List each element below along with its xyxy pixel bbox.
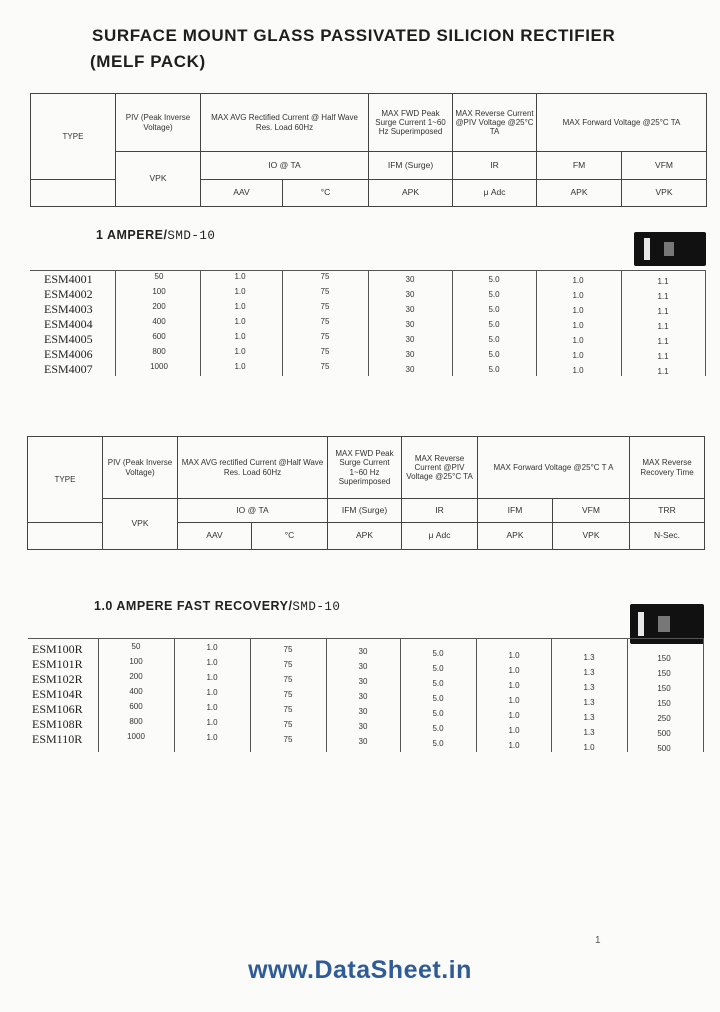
type-header-2: TYPE <box>28 437 103 523</box>
melf-package-image <box>634 232 706 266</box>
reverse-current-header: MAX Reverse Current @PIV Voltage @25°C TA <box>453 94 537 152</box>
vf-value: 1.0 <box>508 681 520 690</box>
vfm-value: 1.3 <box>583 698 595 707</box>
part-number: ESM4007 <box>44 362 93 376</box>
part-number: ESM4005 <box>44 332 93 346</box>
nsec-unit: N-Sec. <box>630 523 705 550</box>
io-value: 1.0 <box>206 733 218 742</box>
ifm-value: 30 <box>405 290 415 299</box>
part-number: ESM110R <box>32 732 83 746</box>
piv-value: 600 <box>152 332 166 341</box>
ir-symbol: IR <box>453 152 537 180</box>
ifm-value: 30 <box>358 692 368 701</box>
vfm-value: 1.1 <box>657 337 669 346</box>
piv-value: 400 <box>152 317 166 326</box>
ir-value: 5.0 <box>432 739 444 748</box>
trr-value: 150 <box>657 684 671 693</box>
vf-value: 1.0 <box>572 351 584 360</box>
vfm-value: 1.1 <box>657 322 669 331</box>
apk-unit-3: APK <box>328 523 402 550</box>
table-row <box>44 362 706 377</box>
vf-value: 1.0 <box>508 696 520 705</box>
ta-value: 75 <box>283 705 293 714</box>
vf-value: 1.0 <box>572 321 584 330</box>
io-value: 1.0 <box>234 317 246 326</box>
io-value: 1.0 <box>234 302 246 311</box>
piv-value: 50 <box>154 272 164 281</box>
ta-value: 75 <box>320 347 330 356</box>
ifm-value: 30 <box>358 707 368 716</box>
apk-unit-4: APK <box>478 523 553 550</box>
degc-unit-2: °C <box>252 523 328 550</box>
aav-unit-2: AAV <box>178 523 252 550</box>
piv-value: 1000 <box>150 362 168 371</box>
piv-value: 100 <box>129 657 143 666</box>
ta-value: 75 <box>320 332 330 341</box>
recovery-time-header: MAX Reverse Recovery Time <box>630 437 705 499</box>
section-2-package: SMD-10 <box>292 600 341 614</box>
table-row <box>32 732 704 753</box>
io-value: 1.0 <box>234 362 246 371</box>
part-number: ESM4001 <box>44 272 93 286</box>
vf-value: 1.0 <box>508 711 520 720</box>
vfm-value: 1.1 <box>657 367 669 376</box>
vfm-symbol-2: VFM <box>553 499 630 523</box>
piv-value: 400 <box>129 687 143 696</box>
part-number: ESM4004 <box>44 317 93 331</box>
ir-value: 5.0 <box>432 709 444 718</box>
forward-voltage-header-2: MAX Forward Voltage @25°C T A <box>478 437 630 499</box>
vfm-value: 1.1 <box>657 352 669 361</box>
part-number: ESM4006 <box>44 347 93 361</box>
vf-value: 1.0 <box>572 291 584 300</box>
vf-value: 1.0 <box>508 651 520 660</box>
ir-value: 5.0 <box>432 664 444 673</box>
section-1-label: 1 AMPERE/ <box>96 228 168 242</box>
ifm-value: 30 <box>405 365 415 374</box>
piv-value: 800 <box>152 347 166 356</box>
vfm-value: 1.1 <box>657 292 669 301</box>
io-value: 1.0 <box>206 688 218 697</box>
type-header: TYPE <box>31 94 116 180</box>
ifm-value: 30 <box>405 350 415 359</box>
page-subtitle: (MELF PACK) <box>90 52 206 71</box>
io-value: 1.0 <box>206 673 218 682</box>
vpk-unit-4: VPK <box>553 523 630 550</box>
ta-value: 75 <box>283 645 293 654</box>
piv-value: 100 <box>152 287 166 296</box>
page-number: 1 <box>595 935 601 946</box>
ir-value: 5.0 <box>432 694 444 703</box>
vpk-symbol: VPK <box>116 152 201 207</box>
uadc-unit-2: μ Adc <box>402 523 478 550</box>
piv-value: 50 <box>131 642 141 651</box>
page-title: SURFACE MOUNT GLASS PASSIVATED SILICION RECTIFIER <box>92 26 616 45</box>
ta-value: 75 <box>283 660 293 669</box>
table-row <box>44 302 706 317</box>
io-symbol: IO @ TA <box>201 152 369 180</box>
piv-value: 200 <box>129 672 143 681</box>
part-number: ESM100R <box>32 642 83 656</box>
ifm-value: 30 <box>358 737 368 746</box>
part-number: ESM106R <box>32 702 83 716</box>
avg-current-header: MAX AVG Rectified Current @ Half Wave Res. Load 60Hz <box>201 94 369 152</box>
avg-current-header-2: MAX AVG rectified Current @Half Wave Res. Load 60Hz <box>178 437 328 499</box>
ifm-value: 30 <box>405 320 415 329</box>
ifm-value: 30 <box>358 722 368 731</box>
section-1-title <box>96 228 215 243</box>
io-value: 1.0 <box>206 703 218 712</box>
ta-value: 75 <box>320 317 330 326</box>
part-number: ESM101R <box>32 657 83 671</box>
vf-value: 1.0 <box>572 366 584 375</box>
spec-table-1-body <box>44 272 706 377</box>
section-2-label: 1.0 AMPERE FAST RECOVERY/ <box>94 599 293 613</box>
ir-value: 5.0 <box>488 320 500 329</box>
vfm-value: 1.1 <box>657 307 669 316</box>
spec-table-2-header <box>27 436 705 550</box>
ifm-value: 30 <box>405 275 415 284</box>
piv-value: 600 <box>129 702 143 711</box>
vfm-value: 1.0 <box>583 743 595 752</box>
ir-value: 5.0 <box>488 275 500 284</box>
ta-value: 75 <box>320 272 330 281</box>
ifm-value: 30 <box>405 335 415 344</box>
ir-value: 5.0 <box>488 365 500 374</box>
piv-value: 1000 <box>127 732 145 741</box>
ta-value: 75 <box>283 675 293 684</box>
ta-value: 75 <box>320 302 330 311</box>
vfm-symbol: VFM <box>622 152 707 180</box>
ifm-surge-symbol: IFM (Surge) <box>369 152 453 180</box>
trr-symbol: TRR <box>630 499 705 523</box>
degc-unit: °C <box>283 180 369 207</box>
vf-value: 1.0 <box>508 726 520 735</box>
type-spacer <box>31 180 116 207</box>
table-row <box>32 642 704 663</box>
trr-value: 150 <box>657 669 671 678</box>
section-2-title <box>94 599 340 614</box>
table-row <box>44 332 706 347</box>
vf-value: 1.0 <box>508 666 520 675</box>
vfm-value: 1.3 <box>583 713 595 722</box>
table-row <box>44 347 706 362</box>
part-number: ESM4003 <box>44 302 93 316</box>
vpk-unit-2: VPK <box>622 180 707 207</box>
spec-table-1-header <box>30 93 707 207</box>
apk-unit-2: APK <box>537 180 622 207</box>
vfm-value: 1.3 <box>583 668 595 677</box>
trr-value: 150 <box>657 699 671 708</box>
part-number: ESM104R <box>32 687 83 701</box>
fwd-peak-header-2: MAX FWD Peak Surge Current 1~60 Hz Superimposed <box>328 437 402 499</box>
grid-line <box>28 638 703 639</box>
vpk-symbol-2: VPK <box>103 499 178 550</box>
ta-value: 75 <box>283 720 293 729</box>
io-value: 1.0 <box>206 643 218 652</box>
vf-value: 1.0 <box>572 336 584 345</box>
ir-value: 5.0 <box>432 724 444 733</box>
ta-value: 75 <box>283 735 293 744</box>
vfm-value: 1.3 <box>583 683 595 692</box>
io-value: 1.0 <box>234 332 246 341</box>
fwd-peak-header: MAX FWD Peak Surge Current 1~60 Hz Superimposed <box>369 94 453 152</box>
ifm-symbol-2: IFM <box>478 499 553 523</box>
footer-watermark: www.DataSheet.in <box>248 956 472 984</box>
io-value: 1.0 <box>234 272 246 281</box>
piv-header-2: PIV (Peak Inverse Voltage) <box>103 437 178 499</box>
trr-value: 500 <box>657 729 671 738</box>
table-row <box>44 272 706 287</box>
ir-value: 5.0 <box>488 305 500 314</box>
ir-value: 5.0 <box>488 350 500 359</box>
io-value: 1.0 <box>234 347 246 356</box>
spec-table-2-body <box>32 642 704 753</box>
ifm-value: 30 <box>405 305 415 314</box>
vfm-value: 1.3 <box>583 653 595 662</box>
reverse-current-header-2: MAX Reverse Current @PIV Voltage @25°C TA <box>402 437 478 499</box>
part-number: ESM102R <box>32 672 83 686</box>
piv-value: 800 <box>129 717 143 726</box>
ifm-value: 30 <box>358 647 368 656</box>
vf-value: 1.0 <box>508 741 520 750</box>
uadc-unit: μ Adc <box>453 180 537 207</box>
fm-symbol: FM <box>537 152 622 180</box>
ir-value: 5.0 <box>488 335 500 344</box>
io-value: 1.0 <box>234 287 246 296</box>
trr-value: 500 <box>657 744 671 753</box>
ifm-surge-symbol-2: IFM (Surge) <box>328 499 402 523</box>
io-symbol-2: IO @ TA <box>178 499 328 523</box>
type-spacer-2 <box>28 523 103 550</box>
ir-value: 5.0 <box>488 290 500 299</box>
trr-value: 250 <box>657 714 671 723</box>
apk-unit: APK <box>369 180 453 207</box>
io-value: 1.0 <box>206 718 218 727</box>
trr-value: 150 <box>657 654 671 663</box>
ir-value: 5.0 <box>432 649 444 658</box>
part-number: ESM4002 <box>44 287 93 301</box>
ta-value: 75 <box>320 287 330 296</box>
ir-symbol-2: IR <box>402 499 478 523</box>
piv-header: PIV (Peak Inverse Voltage) <box>116 94 201 152</box>
vfm-value: 1.1 <box>657 277 669 286</box>
table-row <box>44 317 706 332</box>
vfm-value: 1.3 <box>583 728 595 737</box>
vf-value: 1.0 <box>572 276 584 285</box>
vf-value: 1.0 <box>572 306 584 315</box>
io-value: 1.0 <box>206 658 218 667</box>
section-1-package: SMD-10 <box>167 229 216 243</box>
ta-value: 75 <box>320 362 330 371</box>
part-number: ESM108R <box>32 717 83 731</box>
forward-voltage-header: MAX Forward Voltage @25°C TA <box>537 94 707 152</box>
ifm-value: 30 <box>358 662 368 671</box>
piv-value: 200 <box>152 302 166 311</box>
ta-value: 75 <box>283 690 293 699</box>
table-row <box>44 287 706 302</box>
aav-unit: AAV <box>201 180 283 207</box>
ifm-value: 30 <box>358 677 368 686</box>
ir-value: 5.0 <box>432 679 444 688</box>
